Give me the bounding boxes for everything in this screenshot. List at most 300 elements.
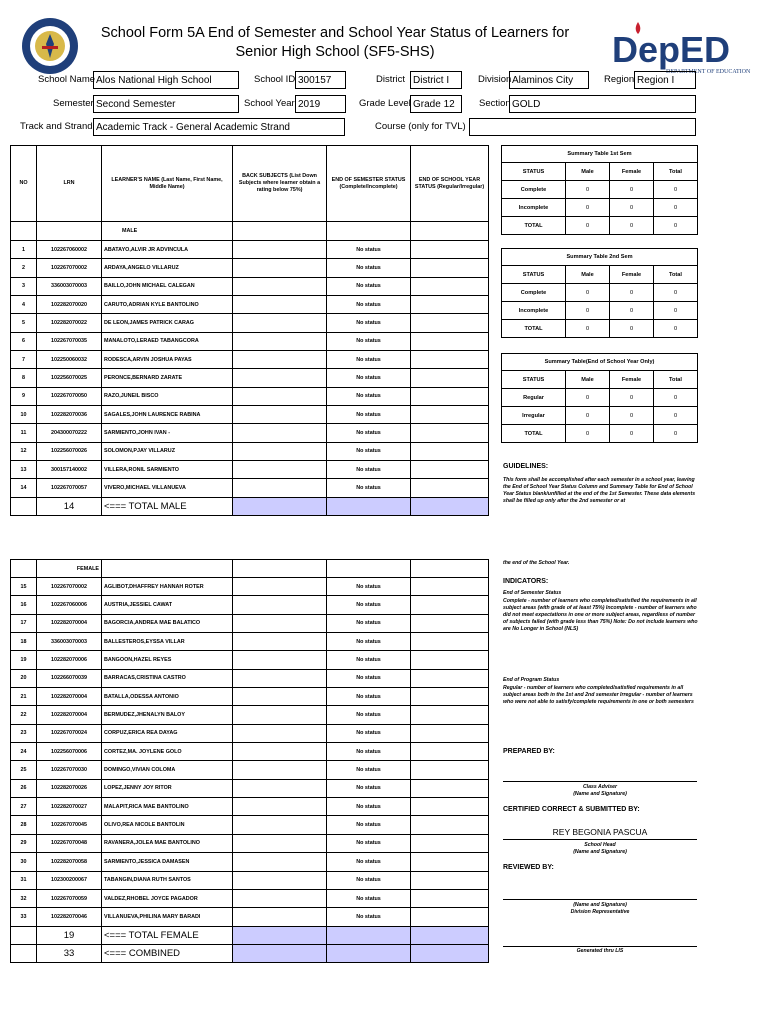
row-no: 18 [11,633,37,651]
row-lrn: 336003070003 [37,277,102,295]
row-no: 27 [11,798,37,816]
row-end-sy-status [411,614,489,632]
combined-count: 33 [37,944,102,962]
s2-h-female: Female [610,266,654,284]
s2-total-male: 0 [566,320,610,338]
row-name: LOPEZ,JENNY JOY RITOR [102,779,233,797]
row-no: 8 [11,369,37,387]
track-label: Track and Strand [20,121,93,132]
row-name: CORTEZ,MA. JOYLENE GOLO [102,743,233,761]
row-back-subjects [233,241,327,259]
row-back-subjects [233,369,327,387]
region-label: Region [604,74,635,85]
row-no: 2 [11,259,37,277]
row-lrn: 102282070026 [37,779,102,797]
total-female-label: <=== TOTAL FEMALE [102,926,233,944]
row-name: AGLIBOT,DHAFFREY HANNAH ROTER [102,578,233,596]
row-end-sem-status: No status [327,351,411,369]
row-lrn: 102282070006 [37,651,102,669]
row-end-sy-status [411,424,489,442]
row-lrn: 102250060032 [37,351,102,369]
row-end-sy-status [411,779,489,797]
reviewed-by-label: REVIEWED BY: [503,864,554,871]
female-label: FEMALE [37,560,102,578]
table-row [11,706,489,724]
row-end-sy-status [411,351,489,369]
row-end-sem-status: No status [327,578,411,596]
total-male-label: <=== TOTAL MALE [102,497,233,515]
row-name: BARRACAS,CRISTINA CASTRO [102,669,233,687]
row-lrn: 102267070024 [37,724,102,742]
row-no: 30 [11,853,37,871]
reviewer-name-sig-label: (Name and Signature) [573,902,627,908]
row-name: BERMUDEZ,JHENALYN BALOY [102,706,233,724]
row-end-sem-status: No status [327,387,411,405]
row-end-sy-status [411,332,489,350]
combined-back [233,944,327,962]
row-end-sy-status [411,461,489,479]
female-label-row [11,560,489,578]
row-back-subjects [233,596,327,614]
s1-row-total [502,217,698,235]
row-back-subjects [233,424,327,442]
row-back-subjects [233,688,327,706]
row-back-subjects [233,296,327,314]
deped-seal-icon [20,16,80,76]
row-lrn: 102267070030 [37,761,102,779]
table-row [11,779,489,797]
guidelines-text-2: the end of the School Year. [503,560,570,566]
sy-irregular-total: 0 [654,407,698,425]
total-male-back [233,497,327,515]
row-back-subjects [233,351,327,369]
row-name: RAVANERA,JOLEA MAE BANTOLINO [102,834,233,852]
row-name: OLIVO,REA NICOLE BANTOLIN [102,816,233,834]
row-lrn: 102256070025 [37,369,102,387]
title-line-1: School Form 5A End of Semester and School Year Status of Learners for [100,25,570,41]
female-rows [11,578,489,927]
row-end-sem-status: No status [327,908,411,926]
s2-row-complete [502,284,698,302]
table-row [11,424,489,442]
s1-incomplete-male: 0 [566,199,610,217]
row-lrn: 102267060002 [37,241,102,259]
school-name-field[interactable]: Alos National High School [93,71,239,89]
total-male-endsem [327,497,411,515]
row-back-subjects [233,406,327,424]
male-label-row [11,222,489,241]
row-end-sy-status [411,296,489,314]
division-field[interactable]: Alaminos City [509,71,589,89]
row-no: 9 [11,387,37,405]
row-no: 12 [11,442,37,460]
school-year-label: School Year [244,98,295,109]
row-no: 23 [11,724,37,742]
row-back-subjects [233,779,327,797]
row-lrn: 102282070046 [37,908,102,926]
row-end-sem-status: No status [327,314,411,332]
row-end-sy-status [411,596,489,614]
summary-sy-caption: Summary Table(End of School Year Only) [502,354,698,371]
section-field[interactable]: GOLD [509,95,696,113]
row-end-sy-status [411,908,489,926]
row-end-sy-status [411,241,489,259]
section-label: Section [479,98,511,109]
row-lrn: 336003070003 [37,633,102,651]
row-name: BANGOON,HAZEL REYES [102,651,233,669]
row-end-sy-status [411,743,489,761]
row-no: 24 [11,743,37,761]
district-label: District [376,74,406,85]
row-end-sem-status: No status [327,724,411,742]
row-end-sem-status: No status [327,871,411,889]
row-no: 31 [11,871,37,889]
row-no: 26 [11,779,37,797]
row-no: 14 [11,479,37,497]
total-female-count: 19 [37,926,102,944]
adviser-name-sig-label: (Name and Signature) [573,791,627,797]
row-lrn: 102267070059 [37,889,102,907]
col-endsy-header: END OF SCHOOL YEAR STATUS (Regular/Irregular) [411,146,489,222]
s1-h-male: Male [566,163,610,181]
row-lrn: 102267070057 [37,479,102,497]
row-end-sem-status: No status [327,633,411,651]
row-end-sy-status [411,724,489,742]
indicator-2-text: Regular - number of learners who completed/satisfied requirements in all subject areas both in the 1st and 2nd semester Irregular - number of learners who were not able to satisfy/complete requirements in one or both semesters [503,685,694,705]
school-head-name: REY BEGONIA PASCUA [552,827,648,837]
certified-label: CERTIFIED CORRECT & SUBMITTED BY: [503,806,640,813]
s2-row-incomplete [502,302,698,320]
s1-total-label: TOTAL [502,217,566,235]
table-row [11,241,489,259]
school-year-field[interactable]: 2019 [295,95,346,113]
grade-level-field[interactable]: Grade 12 [410,95,462,113]
row-end-sy-status [411,761,489,779]
sy-irregular-label: Irregular [502,407,566,425]
learners-table-female [10,559,489,963]
total-female-endsy [411,926,489,944]
table-row [11,314,489,332]
row-end-sem-status: No status [327,369,411,387]
sy-regular-male: 0 [566,389,610,407]
row-name: CORPUZ,ERICA REA DAYAG [102,724,233,742]
row-end-sy-status [411,651,489,669]
row-name: AUSTRIA,JESSIEL CAWAT [102,596,233,614]
row-back-subjects [233,387,327,405]
s2-total-female: 0 [610,320,654,338]
row-name: BAGORCIA,ANDREA MAE BALATICO [102,614,233,632]
indicator-1-text: Complete - number of learners who completed/satisfied the requirements in all subject areas (with grade of at least 75%) Incomplete - number of learners who did not meet expectations in one or more subject areas, regardless of number of subjects failed (with grade less than 75%) Note: Do not include learners who are No Longer in School (NLS) [503,598,698,632]
district-field[interactable]: District I [410,71,462,89]
row-name: SARMIENTO,JESSICA DAMASEN [102,853,233,871]
col-lrn-header: LRN [37,146,102,222]
row-end-sem-status: No status [327,889,411,907]
row-end-sem-status: No status [327,259,411,277]
s2-complete-male: 0 [566,284,610,302]
table-row [11,596,489,614]
table-row [11,387,489,405]
s1-total-total: 0 [654,217,698,235]
row-end-sem-status: No status [327,798,411,816]
row-lrn: 102267070002 [37,578,102,596]
row-end-sy-status [411,889,489,907]
table-row [11,889,489,907]
class-adviser-label: Class Adviser [582,784,618,790]
row-back-subjects [233,669,327,687]
row-end-sem-status: No status [327,706,411,724]
school-name-label: School Name [38,74,96,85]
total-male-row [11,497,489,515]
sy-regular-female: 0 [610,389,654,407]
row-end-sem-status: No status [327,816,411,834]
s2-incomplete-female: 0 [610,302,654,320]
s2-total-label: TOTAL [502,320,566,338]
sy-h-total: Total [654,371,698,389]
row-no: 1 [11,241,37,259]
row-end-sem-status: No status [327,424,411,442]
combined-row [11,944,489,962]
sy-total-total: 0 [654,425,698,443]
row-back-subjects [233,442,327,460]
row-lrn: 102282070027 [37,798,102,816]
summary-1st-sem-caption: Summary Table 1st Sem [502,146,698,163]
semester-field[interactable]: Second Semester [93,95,239,113]
combined-endsy [411,944,489,962]
s2-complete-female: 0 [610,284,654,302]
row-lrn: 102300200067 [37,871,102,889]
row-name: RODESCA,ARVIN JOSHUA PAYAS [102,351,233,369]
table-row [11,651,489,669]
row-lrn: 102256070026 [37,442,102,460]
row-name: RAZO,JUNEIL BISCO [102,387,233,405]
sy-regular-total: 0 [654,389,698,407]
row-end-sy-status [411,688,489,706]
table-row [11,296,489,314]
sy-h-female: Female [610,371,654,389]
track-field[interactable]: Academic Track - General Academic Strand [93,118,345,136]
division-label: Division [478,74,512,85]
row-name: ARDAYA,ANGELO VILLARUZ [102,259,233,277]
s1-incomplete-total: 0 [654,199,698,217]
row-end-sem-status: No status [327,277,411,295]
row-lrn: 102256070006 [37,743,102,761]
s2-row-total [502,320,698,338]
table-row [11,834,489,852]
row-end-sy-status [411,314,489,332]
school-head-label: School Head [584,842,616,848]
row-name: BATALLA,ODESSA ANTONIO [102,688,233,706]
table-row [11,908,489,926]
row-end-sy-status [411,406,489,424]
row-lrn: 102267070048 [37,834,102,852]
summary-table-end-of-sy [501,353,698,443]
row-end-sy-status [411,277,489,295]
region-field[interactable]: Region I [634,71,696,89]
table-row [11,688,489,706]
deped-logo [610,18,760,76]
table-row [11,816,489,834]
row-back-subjects [233,908,327,926]
row-end-sem-status: No status [327,743,411,761]
s1-complete-label: Complete [502,181,566,199]
division-rep-label: Division Representative [570,909,630,915]
table-row [11,277,489,295]
sy-row-regular [502,389,698,407]
s1-h-total: Total [654,163,698,181]
s1-total-female: 0 [610,217,654,235]
row-lrn: 102282070020 [37,296,102,314]
row-end-sy-status [411,259,489,277]
row-back-subjects [233,761,327,779]
row-name: BALLESTEROS,EYSSA VILLAR [102,633,233,651]
s1-h-female: Female [610,163,654,181]
row-name: VILLERA,RONIL SARMIENTO [102,461,233,479]
row-end-sem-status: No status [327,669,411,687]
sy-regular-label: Regular [502,389,566,407]
table-row [11,761,489,779]
row-end-sem-status: No status [327,853,411,871]
course-field[interactable] [469,118,696,136]
s2-h-status: STATUS [502,266,566,284]
row-end-sy-status [411,369,489,387]
summary-2nd-sem-caption: Summary Table 2nd Sem [502,249,698,266]
combined-endsem [327,944,411,962]
table-row [11,578,489,596]
row-lrn: 102267070045 [37,816,102,834]
row-no: 4 [11,296,37,314]
row-no: 7 [11,351,37,369]
row-back-subjects [233,871,327,889]
row-no: 29 [11,834,37,852]
row-end-sem-status: No status [327,651,411,669]
row-end-sy-status [411,816,489,834]
sy-irregular-male: 0 [566,407,610,425]
male-rows [11,241,489,498]
row-no: 13 [11,461,37,479]
row-name: VALDEZ,RHOBEL JOYCE PAGADOR [102,889,233,907]
row-end-sy-status [411,834,489,852]
deped-logo-sub: DEPARTMENT OF EDUCATION [666,69,751,75]
table-row [11,369,489,387]
s2-incomplete-total: 0 [654,302,698,320]
s1-complete-female: 0 [610,181,654,199]
sy-irregular-female: 0 [610,407,654,425]
sy-h-male: Male [566,371,610,389]
row-back-subjects [233,889,327,907]
table-row [11,669,489,687]
total-female-back [233,926,327,944]
s2-incomplete-label: Incomplete [502,302,566,320]
row-end-sy-status [411,578,489,596]
school-id-label: School ID [254,74,296,85]
row-name: BAILLO,JOHN MICHAEL CALEGAN [102,277,233,295]
row-no: 3 [11,277,37,295]
row-lrn: 102267070035 [37,332,102,350]
table-row [11,743,489,761]
s1-complete-male: 0 [566,181,610,199]
row-end-sem-status: No status [327,779,411,797]
row-end-sem-status: No status [327,461,411,479]
row-back-subjects [233,614,327,632]
col-no-header: NO [11,146,37,222]
row-no: 22 [11,706,37,724]
learners-table-male [10,145,489,516]
table-row [11,406,489,424]
row-end-sy-status [411,706,489,724]
row-end-sem-status: No status [327,688,411,706]
row-name: ABATAYO,ALVIR JR ADVINCULA [102,241,233,259]
form-title [80,24,590,62]
row-no: 25 [11,761,37,779]
table-header-row [11,146,489,222]
table-row [11,259,489,277]
row-back-subjects [233,853,327,871]
row-back-subjects [233,706,327,724]
row-back-subjects [233,743,327,761]
sy-total-label: TOTAL [502,425,566,443]
generated-line [503,946,697,947]
row-lrn: 102282070004 [37,688,102,706]
school-id-field[interactable]: 300157 [295,71,346,89]
row-back-subjects [233,651,327,669]
row-back-subjects [233,724,327,742]
total-female-endsem [327,926,411,944]
row-no: 33 [11,908,37,926]
row-no: 19 [11,651,37,669]
row-end-sem-status: No status [327,761,411,779]
head-signature-line [503,839,697,840]
row-back-subjects [233,314,327,332]
sy-total-female: 0 [610,425,654,443]
s2-total-total: 0 [654,320,698,338]
row-lrn: 102267070002 [37,259,102,277]
row-no: 6 [11,332,37,350]
row-end-sy-status [411,479,489,497]
col-name-header: LEARNER'S NAME (Last Name, First Name, Middle Name) [102,146,233,222]
row-end-sem-status: No status [327,296,411,314]
row-back-subjects [233,332,327,350]
row-end-sem-status: No status [327,241,411,259]
sy-row-total [502,425,698,443]
row-end-sem-status: No status [327,406,411,424]
table-row [11,724,489,742]
table-row [11,633,489,651]
row-lrn: 102266070039 [37,669,102,687]
row-end-sem-status: No status [327,834,411,852]
row-end-sy-status [411,853,489,871]
row-name: VIVERO,MICHAEL VILLANUEVA [102,479,233,497]
row-end-sem-status: No status [327,614,411,632]
course-label: Course (only for TVL) [375,121,466,132]
head-name-sig-label: (Name and Signature) [573,849,627,855]
total-male-count: 14 [37,497,102,515]
row-end-sy-status [411,633,489,651]
row-lrn: 102267060006 [37,596,102,614]
table-row [11,351,489,369]
s2-complete-total: 0 [654,284,698,302]
row-name: DOMINGO,VIVIAN COLOMA [102,761,233,779]
row-back-subjects [233,479,327,497]
total-female-row [11,926,489,944]
s1-complete-total: 0 [654,181,698,199]
s1-row-complete [502,181,698,199]
row-end-sy-status [411,669,489,687]
row-lrn: 102282070004 [37,706,102,724]
table-row [11,461,489,479]
summary-table-1st-sem [501,145,698,235]
row-lrn: 300157140002 [37,461,102,479]
guidelines-title: GUIDELINES: [503,463,549,470]
